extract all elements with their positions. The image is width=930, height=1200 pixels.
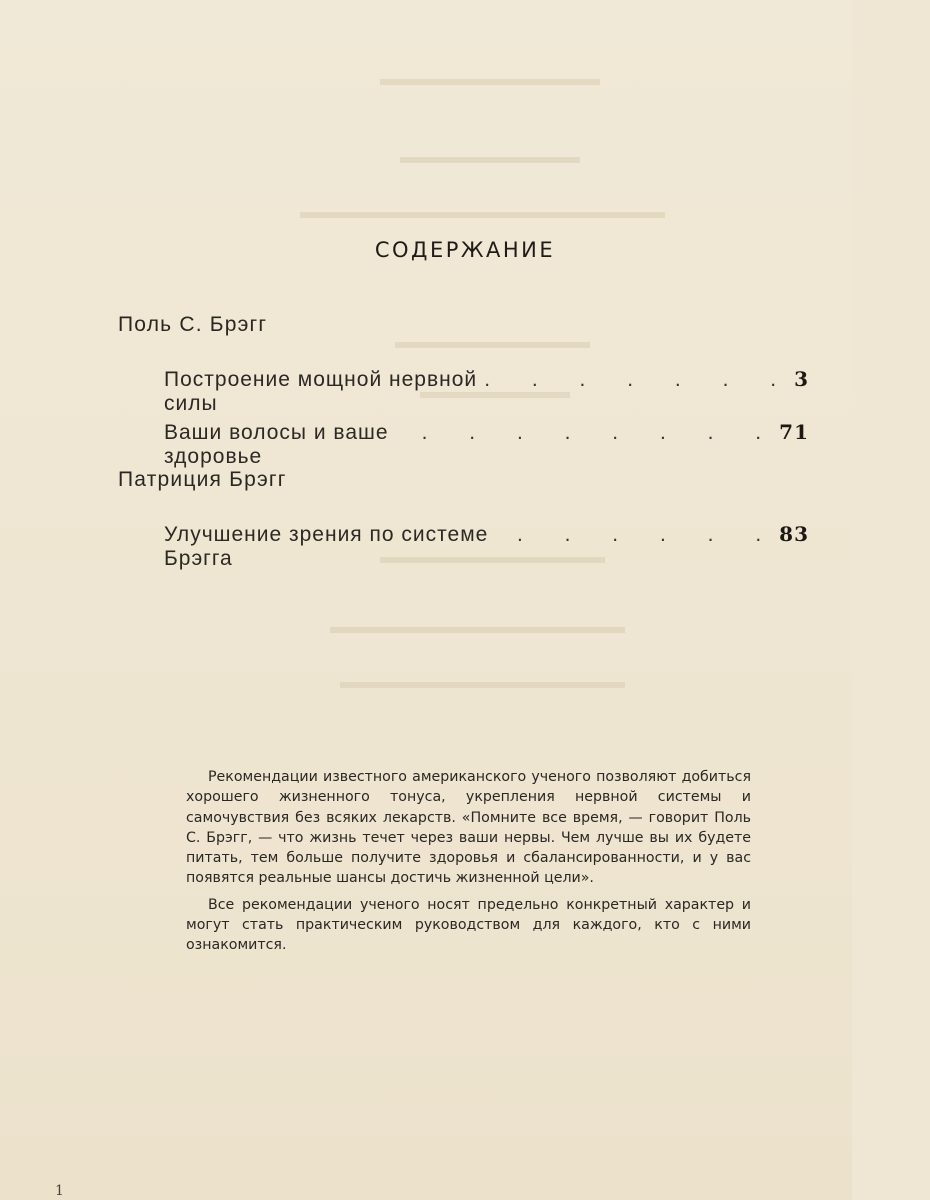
book-annotation bbox=[186, 767, 751, 956]
author-patricia-bragg: Патриция Брэгг bbox=[118, 468, 287, 491]
toc-page-number: 83 bbox=[779, 522, 809, 546]
toc-page-number: 3 bbox=[794, 367, 809, 391]
toc-entry-title: Ваши волосы и ваше здоровье bbox=[164, 421, 389, 468]
toc-dot-leader: . . . . . . . bbox=[484, 368, 795, 391]
toc-entry[interactable] bbox=[164, 420, 809, 469]
contents-title: СОДЕРЖАНИЕ bbox=[374, 238, 556, 262]
toc-entry[interactable] bbox=[164, 367, 809, 416]
toc-entry-title: Построение мощной нервной силы bbox=[164, 368, 478, 415]
page-corner-mark: 1 bbox=[55, 1183, 64, 1199]
toc-dot-leader: . . . . . . bbox=[516, 523, 780, 546]
annotation-paragraph: Все рекомендации ученого носят предельно конкретный характер и могут стать практическим руководством для каждого, кто с ними ознакомится. bbox=[186, 896, 751, 954]
author-paul-bragg: Поль С. Брэгг bbox=[118, 313, 268, 336]
toc-entry[interactable] bbox=[164, 522, 809, 571]
toc-entry-title: Улучшение зрения по системе Брэгга bbox=[164, 523, 489, 570]
annotation-paragraph: Рекомендации известного американского ученого позволяют добиться хорошего жизненного тонуса, укрепления нервной системы и самочувствия без всяких лекарств. «Помните все время, — говорит Поль С. Брэгг, — что жизнь течет через ваши нервы. Чем лучше вы их будете питать, тем больше получите здоровья и сбалансированности, и у вас появятся реальные шансы достичь жизненной цели». bbox=[186, 769, 751, 887]
toc-dot-leader: . . . . . . . . bbox=[421, 421, 780, 444]
toc-page-number: 71 bbox=[779, 420, 809, 444]
